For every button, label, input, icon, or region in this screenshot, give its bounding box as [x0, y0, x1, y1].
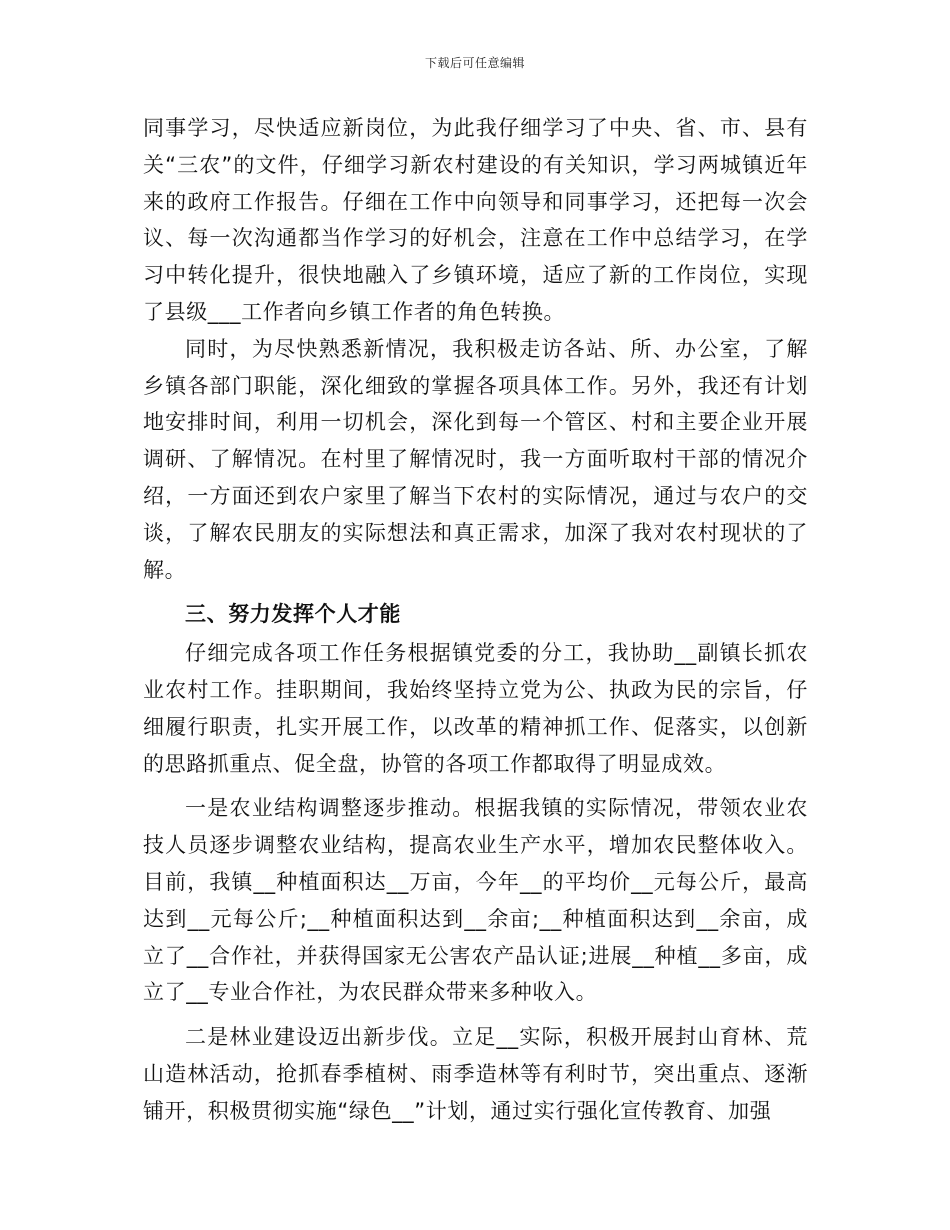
paragraph-4: 一是农业结构调整逐步推动。根据我镇的实际情况，带领农业农技人员逐步调整农业结构，提高农业生产水平，增加农民整体收入。目前，我镇__种植面积达__万亩，今年__的平均价__元每公斤，最高达到__元每公斤;__种植面积达到__余亩;__种植面积达到__余亩，成立了__合作社，并获得国家无公害农产品认证;进展__种植__多亩，成立了__专业合作社，为农民群众带来多种收入。 [143, 796, 808, 1005]
page-header: 下载后可任意编辑 [424, 56, 525, 70]
document-body [143, 110, 808, 1130]
paragraph-1: 同事学习，尽快适应新岗位，为此我仔细学习了中央、省、市、县有关“三农”的文件，仔细学习新农村建设的有关知识，学习两城镇近年来的政府工作报告。仔细在工作中向领导和同事学习，还把每一次会议、每一次沟通都当作学习的好机会，注意在工作中总结学习，在学习中转化提升，很快地融入了乡镇环境，适应了新的工作岗位，实现了县级___工作者向乡镇工作者的角色转换。 [143, 116, 808, 324]
paragraph-3: 仔细完成各项工作任务根据镇党委的分工，我协助__副镇长抓农业农村工作。挂职期间，我始终坚持立党为公、执政为民的宗旨，仔细履行职责，扎实开展工作，以改革的精神抓工作、促落实，以创新的思路抓重点、促全盘，协管的各项工作都取得了明显成效。 [143, 641, 808, 776]
section-heading: 三、努力发挥个人才能 [185, 602, 401, 627]
paragraph-5: 二是林业建设迈出新步伐。立足__实际，积极开展封山育林、荒山造林活动，抢抓春季植树、雨季造林等有利时节，突出重点、逐渐铺开，积极贯彻实施“绿色__”计划，通过实行强化宣传教育、加强 [143, 1025, 808, 1123]
paragraph-2: 同时，为尽快熟悉新情况，我积极走访各站、所、办公室，了解乡镇各部门职能，深化细致的掌握各项具体工作。另外，我还有计划地安排时间，利用一切机会，深化到每一个管区、村和主要企业开展调研、了解情况。在村里了解情况时，我一方面听取村干部的情况介绍，一方面还到农户家里了解当下农村的实际情况，通过与农户的交谈，了解农民朋友的实际想法和真正需求，加深了我对农村现状的了解。 [143, 336, 808, 582]
